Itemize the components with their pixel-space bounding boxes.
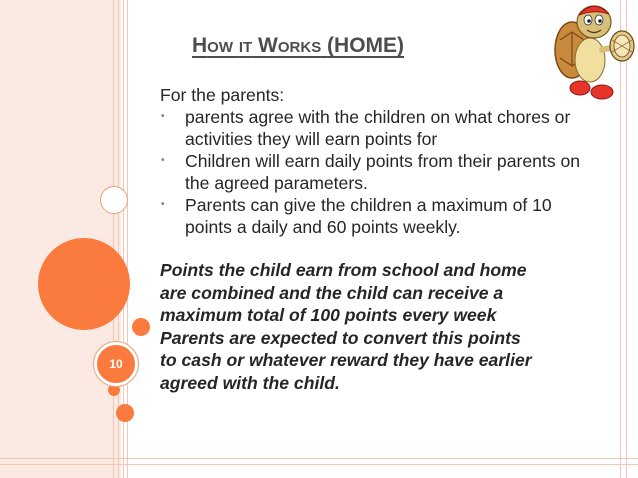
title-part: OW <box>207 39 233 56</box>
summary-text <box>160 259 600 394</box>
bullet-text: Parents can give the children a maximum of 10 points a daily and 60 points weekly. <box>185 195 552 237</box>
decor-circle-large <box>38 238 130 330</box>
title-part: ORKS <box>277 39 322 56</box>
bullet-dot-icon: • <box>161 111 165 122</box>
title-part: W <box>258 34 278 57</box>
title-part: (HOME) <box>327 34 405 57</box>
side-band <box>0 0 121 478</box>
summary-line: are combined and the child can receive a <box>160 282 504 303</box>
title-part: H <box>192 34 208 57</box>
bullet-dot-icon: • <box>161 155 165 166</box>
summary-line: Parents are expected to convert this points <box>160 327 521 348</box>
intro-text: For the parents: <box>160 85 285 105</box>
bullet-item <box>160 106 600 150</box>
bullet-dot-icon: • <box>161 199 165 210</box>
summary-line: Points the child earn from school and home <box>160 260 527 280</box>
bullet-text: parents agree with the children on what chores or activities they will earn points for <box>185 107 571 149</box>
page-number: 10 <box>94 342 138 386</box>
summary-line: agreed with the child. <box>160 372 340 393</box>
slide-body <box>160 84 600 394</box>
slide-title <box>192 34 404 58</box>
bullet-text: Children will earn daily points from their parents on the agreed parameters. <box>185 151 581 193</box>
bullet-item <box>160 194 600 238</box>
decor-circle-small <box>116 404 134 422</box>
decor-circle-ring <box>100 186 128 214</box>
title-part: IT <box>238 39 253 56</box>
bullet-item <box>160 150 600 194</box>
summary-line: to cash or whatever reward they have earlier <box>160 350 532 370</box>
decor-hline <box>0 458 638 459</box>
bullet-list <box>160 106 600 238</box>
decor-circle-small <box>132 318 150 336</box>
decor-hline <box>0 464 638 465</box>
decor-vline <box>113 0 114 478</box>
summary-line: maximum total of 100 points every week <box>160 305 497 325</box>
